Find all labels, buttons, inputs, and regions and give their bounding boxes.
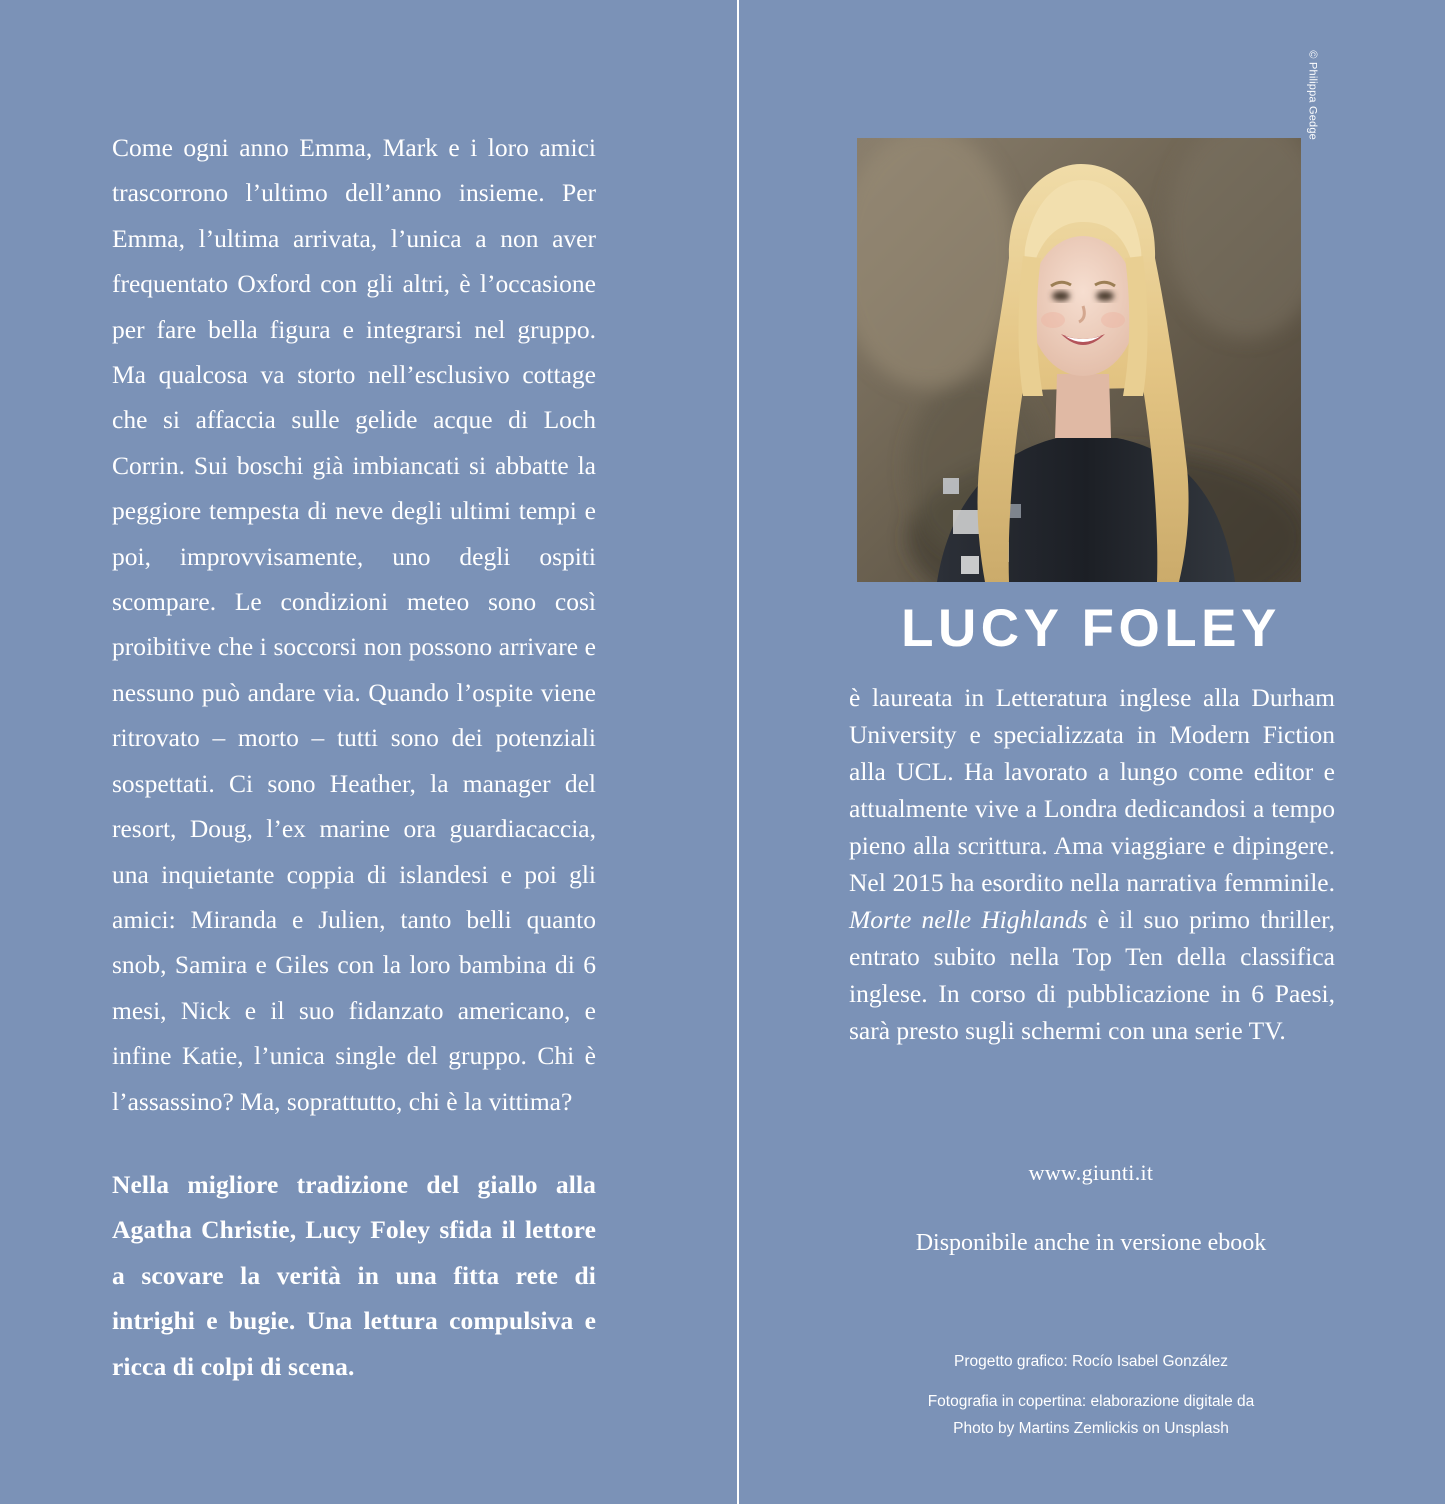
blurb-paragraph-highlight: Nella migliore tradizione del giallo alla Agatha Christie, Lucy Foley sfida il lettore a scovare la verità in una fitta rete di intrighi e bugie. Una lettura compulsiva e ricca di colpi di scena. [112,1169,596,1381]
blurb-paragraph-main: Come ogni anno Emma, Mark e i loro amici trascorrono l’ultimo dell’anno insieme. Per Emma, l’ultima arrivata, l’unica a non aver frequentato Oxford con gli altri, è l’occasione per fare bella figura e integrarsi nel gruppo. Ma qualcosa va storto nell’esclusivo cottage che si affaccia sulle gelide acque di Loch Corrin. Sui boschi già imbiancati si abbatte la peggiore tempesta di neve degli ultimi tempi e poi, improvvisamente, uno degli ospiti scompare. Le condizioni meteo sono così proibitive che i soccorsi non possono arrivare e nessuno può andare via. Quando l’ospite viene ritrovato – morto – tutti sono dei potenziali sospettati. Ci sono Heather, la manager del resort, Doug, l’ex marine ora guardiacaccia, una inquietante coppia di islandesi e poi gli amici: Miranda e Julien, tanto belli quanto snob, Samira e Giles con la loro bambina di 6 mesi, Nick e il suo fidanzato americano, e infine Katie, l’unica single del gruppo. Chi è l’assassino? Ma, soprattutto, chi è la vittima? [112,133,596,1116]
author-column [737,0,1445,1504]
author-bio-part-2: è il suo primo thriller, entrato subito nella Top Ten della classifica inglese. In corso di pubblicazione in 6 Paesi, sarà presto sugli schermi con una serie TV. [849,905,1335,1045]
credit-cover-line-1: Fotografia in copertina: elaborazione digitale da [927,1393,1255,1410]
photo-credit: © Philippa Gedge [1307,50,1319,140]
author-bio [849,679,1335,1049]
credit-design: Progetto grafico: Rocío Isabel González [954,1353,1228,1370]
author-photo-wrapper [857,50,1319,582]
author-bio-part-1: è laureata in Letteratura inglese alla Durham University e specializzata in Modern Fiction alla UCL. Ha lavorato a lungo come editor e attualmente vive a Londra dedicandosi a tempo pieno alla scrittura. Ama viaggiare e dipingere. Nel 2015 ha esordito nella narrativa femminile. [849,683,1335,897]
author-name: LUCY FOLEY [901,599,1281,658]
colophon [737,1348,1445,1442]
blurb-text [112,125,596,1389]
colophon-spacer [737,1375,1445,1388]
ebook-availability-note: Disponibile anche in versione ebook [915,1230,1267,1256]
credit-cover-line-2: Photo by Martins Zemlickis on Unsplash [953,1420,1229,1437]
publisher-website[interactable]: www.giunti.it [1028,1160,1154,1185]
author-photo [857,138,1301,582]
book-title-italic: Morte nelle Highlands [849,905,1088,934]
author-portrait-illustration [857,138,1301,582]
